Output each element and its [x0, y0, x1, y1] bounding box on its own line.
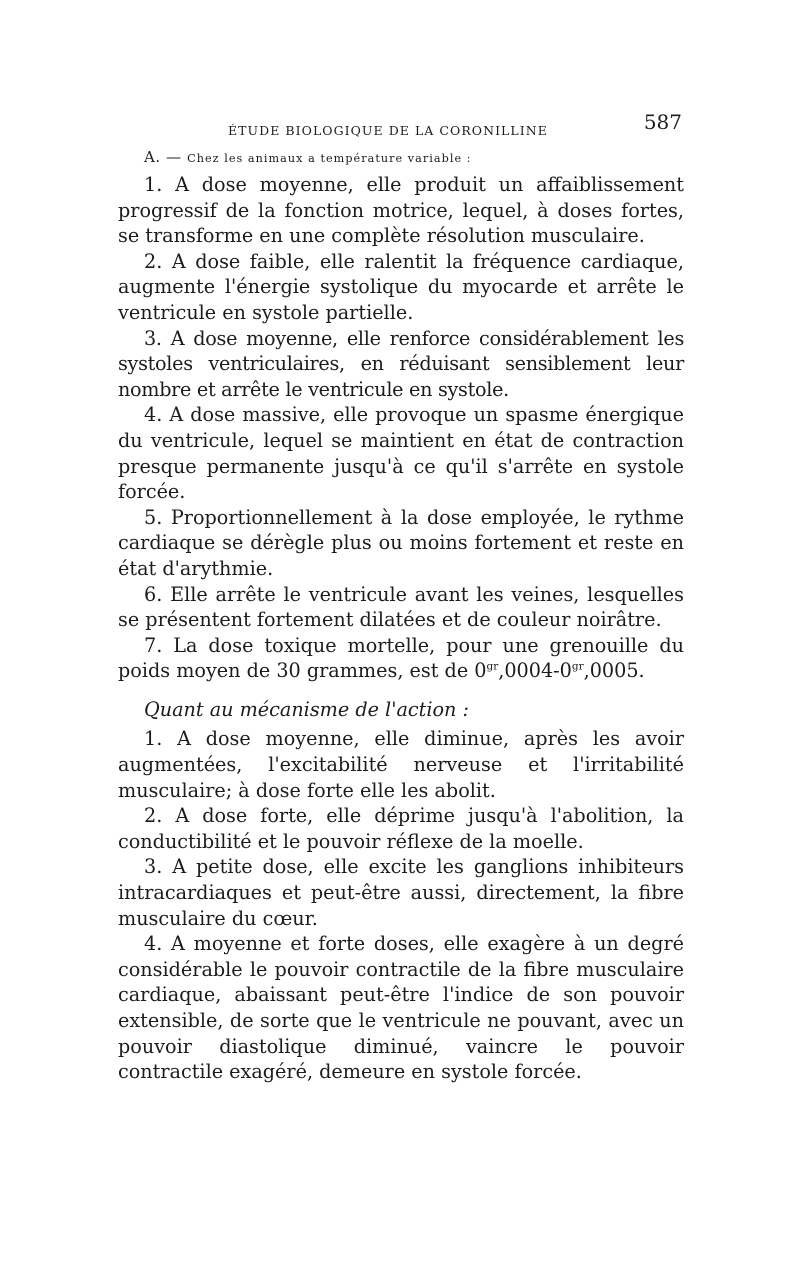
section-title: Chez les animaux a température variable :: [187, 152, 472, 165]
mechanism-paragraph-2: 2. A dose forte, elle déprime jusqu'à l'abolition, la conductibilité et le pouvoir réflexe de la moelle.: [118, 804, 684, 853]
section-letter: A. —: [144, 148, 188, 166]
gram-unit-2: gr: [571, 660, 584, 673]
effect-paragraph-6: 6. Elle arrête le ventricule avant les veines, lesquelles se présentent fortement dilatées et de couleur noirâtre.: [118, 582, 684, 632]
running-title: ÉTUDE BIOLOGIQUE DE LA CORONILLINE: [228, 123, 548, 138]
effect-paragraph-4: 4. A dose massive, elle provoque un spasme énergique du ventricule, lequel se maintient en état de contraction presque permanente jusqu'à ce qu'il s'arrête en systole forcée.: [118, 403, 684, 504]
mechanism-paragraph-3: 3. A petite dose, elle excite les ganglions inhibiteurs intracardiaques et peut-être aussi, directement, la fibre musculaire du cœur.: [118, 855, 684, 930]
toxic-dose-value-2: ,0005.: [583, 659, 645, 683]
page-number: 587: [643, 110, 682, 134]
effect-paragraph-3: 3. A dose moyenne, elle renforce considérablement les systoles ventriculaires, en réduisant sensiblement leur nombre et arrête le ventricule en systole.: [118, 326, 684, 401]
running-header: [118, 104, 684, 144]
mechanism-intro: Quant au mécanisme de l'action :: [144, 697, 469, 721]
effect-paragraph-7: [118, 633, 684, 684]
toxic-dose-value-1: ,0004-0: [498, 659, 572, 683]
effect-paragraph-5: 5. Proportionnellement à la dose employée, le rythme cardiaque se dérègle plus ou moins fortement et reste en état d'arythmie.: [118, 505, 684, 580]
toxic-dose-text: 7. La dose toxique mortelle, pour une grenouille du poids moyen de 30 grammes, est de 0: [118, 633, 684, 683]
effect-paragraph-1: 1. A dose moyenne, elle produit un affaiblissement progressif de la fonction motrice, lequel, à doses fortes, se transforme en une complète résolution musculaire.: [118, 173, 684, 248]
gram-unit-1: gr: [486, 660, 499, 673]
book-page: [118, 104, 684, 1085]
mechanism-paragraph-4: 4. A moyenne et forte doses, elle exagère à un degré considérable le pouvoir contractile de la fibre musculaire cardiaque, abaissant peut-être l'indice de son pouvoir extensible, de sorte que le ventricule ne pouvant, avec un pouvoir diastolique diminué, vaincre le pouvoir contractile exagéré, demeure en systole forcée.: [118, 932, 684, 1084]
section-heading: [118, 144, 684, 172]
mechanism-paragraph-1: 1. A dose moyenne, elle diminue, après les avoir augmentées, l'excitabilité nerveuse et l'irritabilité musculaire; à dose forte elle les abolit.: [118, 727, 684, 802]
effect-paragraph-2: 2. A dose faible, elle ralentit la fréquence cardiaque, augmente l'énergie systolique du myocarde et arrête le ventricule en systole partielle.: [118, 249, 684, 324]
